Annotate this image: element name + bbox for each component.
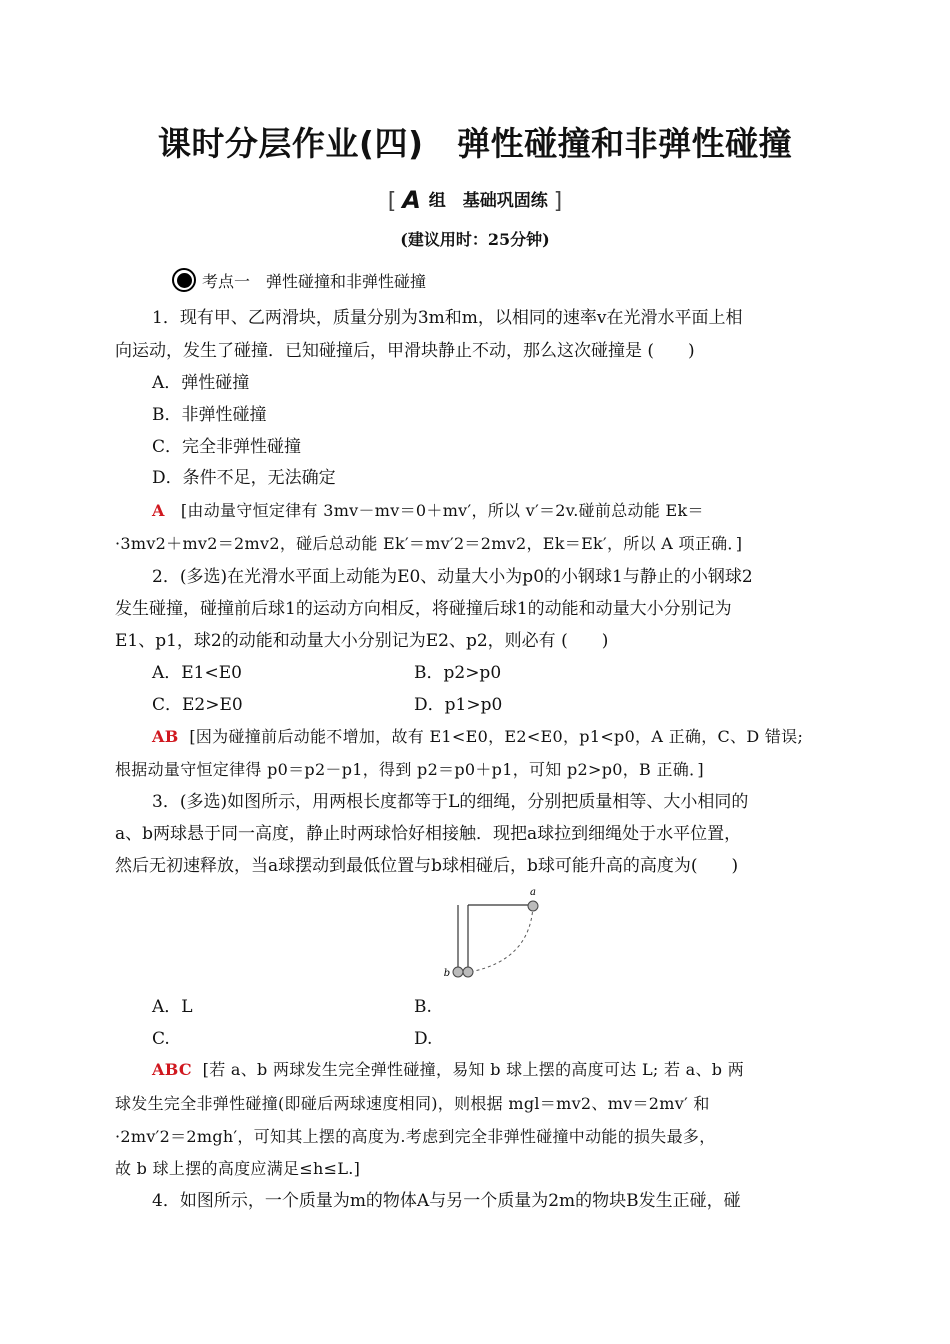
q3-solution-line4: 故 b 球上摆的高度应满足≤h≤L.] bbox=[115, 1159, 361, 1178]
q1-option-b: B．非弹性碰撞 bbox=[152, 405, 267, 425]
bullet-icon bbox=[172, 268, 196, 292]
q2-answer: AB bbox=[152, 727, 179, 746]
ball-b bbox=[453, 967, 463, 977]
q2-option-c: C．E2>E0 bbox=[152, 695, 243, 715]
q3-line3: 然后无初速释放，当a球摆动到最低位置与b球相碰后，b球可能升高的高度为( ) bbox=[115, 856, 739, 876]
q2-option-d: D．p1>p0 bbox=[414, 695, 503, 715]
q3-option-b: B. bbox=[414, 997, 432, 1017]
kaodian-heading bbox=[172, 268, 426, 292]
q3-solution-text1: [若 a、b 两球发生完全弹性碰撞，易知 b 球上摆的高度可达 L; 若 a、b 两 bbox=[202, 1060, 745, 1079]
group-label: 组 基础巩固练 bbox=[428, 191, 548, 211]
q2-line1: 2．(多选)在光滑水平面上动能为E0、动量大小为p0的小钢球1与静止的小钢球2 bbox=[152, 567, 753, 587]
q3-solution-line1 bbox=[152, 1060, 877, 1080]
group-bracket-open: [ bbox=[387, 189, 397, 214]
swing-arc bbox=[470, 906, 533, 972]
page-title: 课时分层作业(四) 弹性碰撞和非弹性碰撞 bbox=[157, 124, 793, 163]
q1-solution-line2: ·3mv2＋mv2＝2mv2，碰后总动能 Ek′＝mv′2＝2mv2，Ek＝Ek′，所以 A 项正确．] bbox=[115, 534, 743, 553]
pendulum-figure bbox=[430, 885, 550, 980]
q3-line2: a、b两球悬于同一高度，静止时两球恰好相接触．现把a球拉到细绳处于水平位置， bbox=[115, 824, 742, 844]
group-bracket-close: ] bbox=[553, 189, 563, 214]
q2-option-b: B．p2>p0 bbox=[414, 663, 502, 683]
group-letter: A bbox=[402, 186, 421, 214]
label-a: a bbox=[530, 887, 536, 898]
q1-solution-line1 bbox=[152, 501, 877, 521]
q2-solution-text1: [因为碰撞前后动能不增加，故有 E1<E0，E2<E0，p1<p0，A 正确，C、D 错误; bbox=[189, 727, 804, 746]
q3-option-c: C. bbox=[152, 1029, 170, 1049]
ball-a-bottom bbox=[463, 967, 473, 977]
q3-option-a: A．L bbox=[152, 997, 193, 1017]
label-b: b bbox=[443, 968, 451, 979]
q1-line1: 1．现有甲、乙两滑块，质量分别为3m和m，以相同的速率v在光滑水平面上相 bbox=[152, 308, 743, 328]
q3-answer: ABC bbox=[152, 1060, 192, 1079]
q2-line3: E1、p1，球2的动能和动量大小分别记为E2、p2，则必有 ( ) bbox=[115, 631, 609, 651]
q1-line2: 向运动，发生了碰撞．已知碰撞后，甲滑块静止不动，那么这次碰撞是 ( ) bbox=[115, 341, 695, 361]
time-hint: (建议用时：25分钟) bbox=[400, 230, 550, 249]
q2-solution-line1 bbox=[152, 727, 877, 747]
kaodian-label: 考点一 弹性碰撞和非弹性碰撞 bbox=[202, 271, 427, 291]
q3-solution-line2: 球发生完全非弹性碰撞(即碰后两球速度相同)，则根据 mgl＝mv2、mv＝2mv′ 和 bbox=[115, 1094, 710, 1113]
q3-solution-line3: ·2mv′2＝2mgh′，可知其上摆的高度为.考虑到完全非弹性碰撞中动能的损失最多， bbox=[115, 1127, 716, 1146]
q1-option-d: D．条件不足，无法确定 bbox=[152, 468, 336, 488]
q1-answer: A bbox=[152, 501, 165, 520]
q1-option-a: A．弹性碰撞 bbox=[152, 373, 250, 393]
q4-line1: 4．如图所示，一个质量为m的物体A与另一个质量为2m的物块B发生正碰，碰 bbox=[152, 1191, 741, 1211]
ball-a bbox=[528, 901, 538, 911]
q1-solution-text1: [由动量守恒定律有 3mv－mv＝0＋mv′，所以 v′＝2v.碰前总动能 Ek＝ bbox=[180, 501, 704, 520]
q2-solution-line2: 根据动量守恒定律得 p0＝p2－p1，得到 p2＝p0＋p1，可知 p2>p0，B 正确．] bbox=[115, 760, 704, 779]
q1-option-c: C．完全非弹性碰撞 bbox=[152, 437, 302, 457]
q2-option-a: A．E1<E0 bbox=[152, 663, 242, 683]
q3-line1: 3．(多选)如图所示，用两根长度都等于L的细绳，分别把质量相等、大小相同的 bbox=[152, 792, 749, 812]
group-header bbox=[0, 186, 950, 214]
q2-line2: 发生碰撞，碰撞前后球1的运动方向相反，将碰撞后球1的动能和动量大小分别记为 bbox=[115, 599, 732, 619]
q3-option-d: D. bbox=[414, 1029, 433, 1049]
